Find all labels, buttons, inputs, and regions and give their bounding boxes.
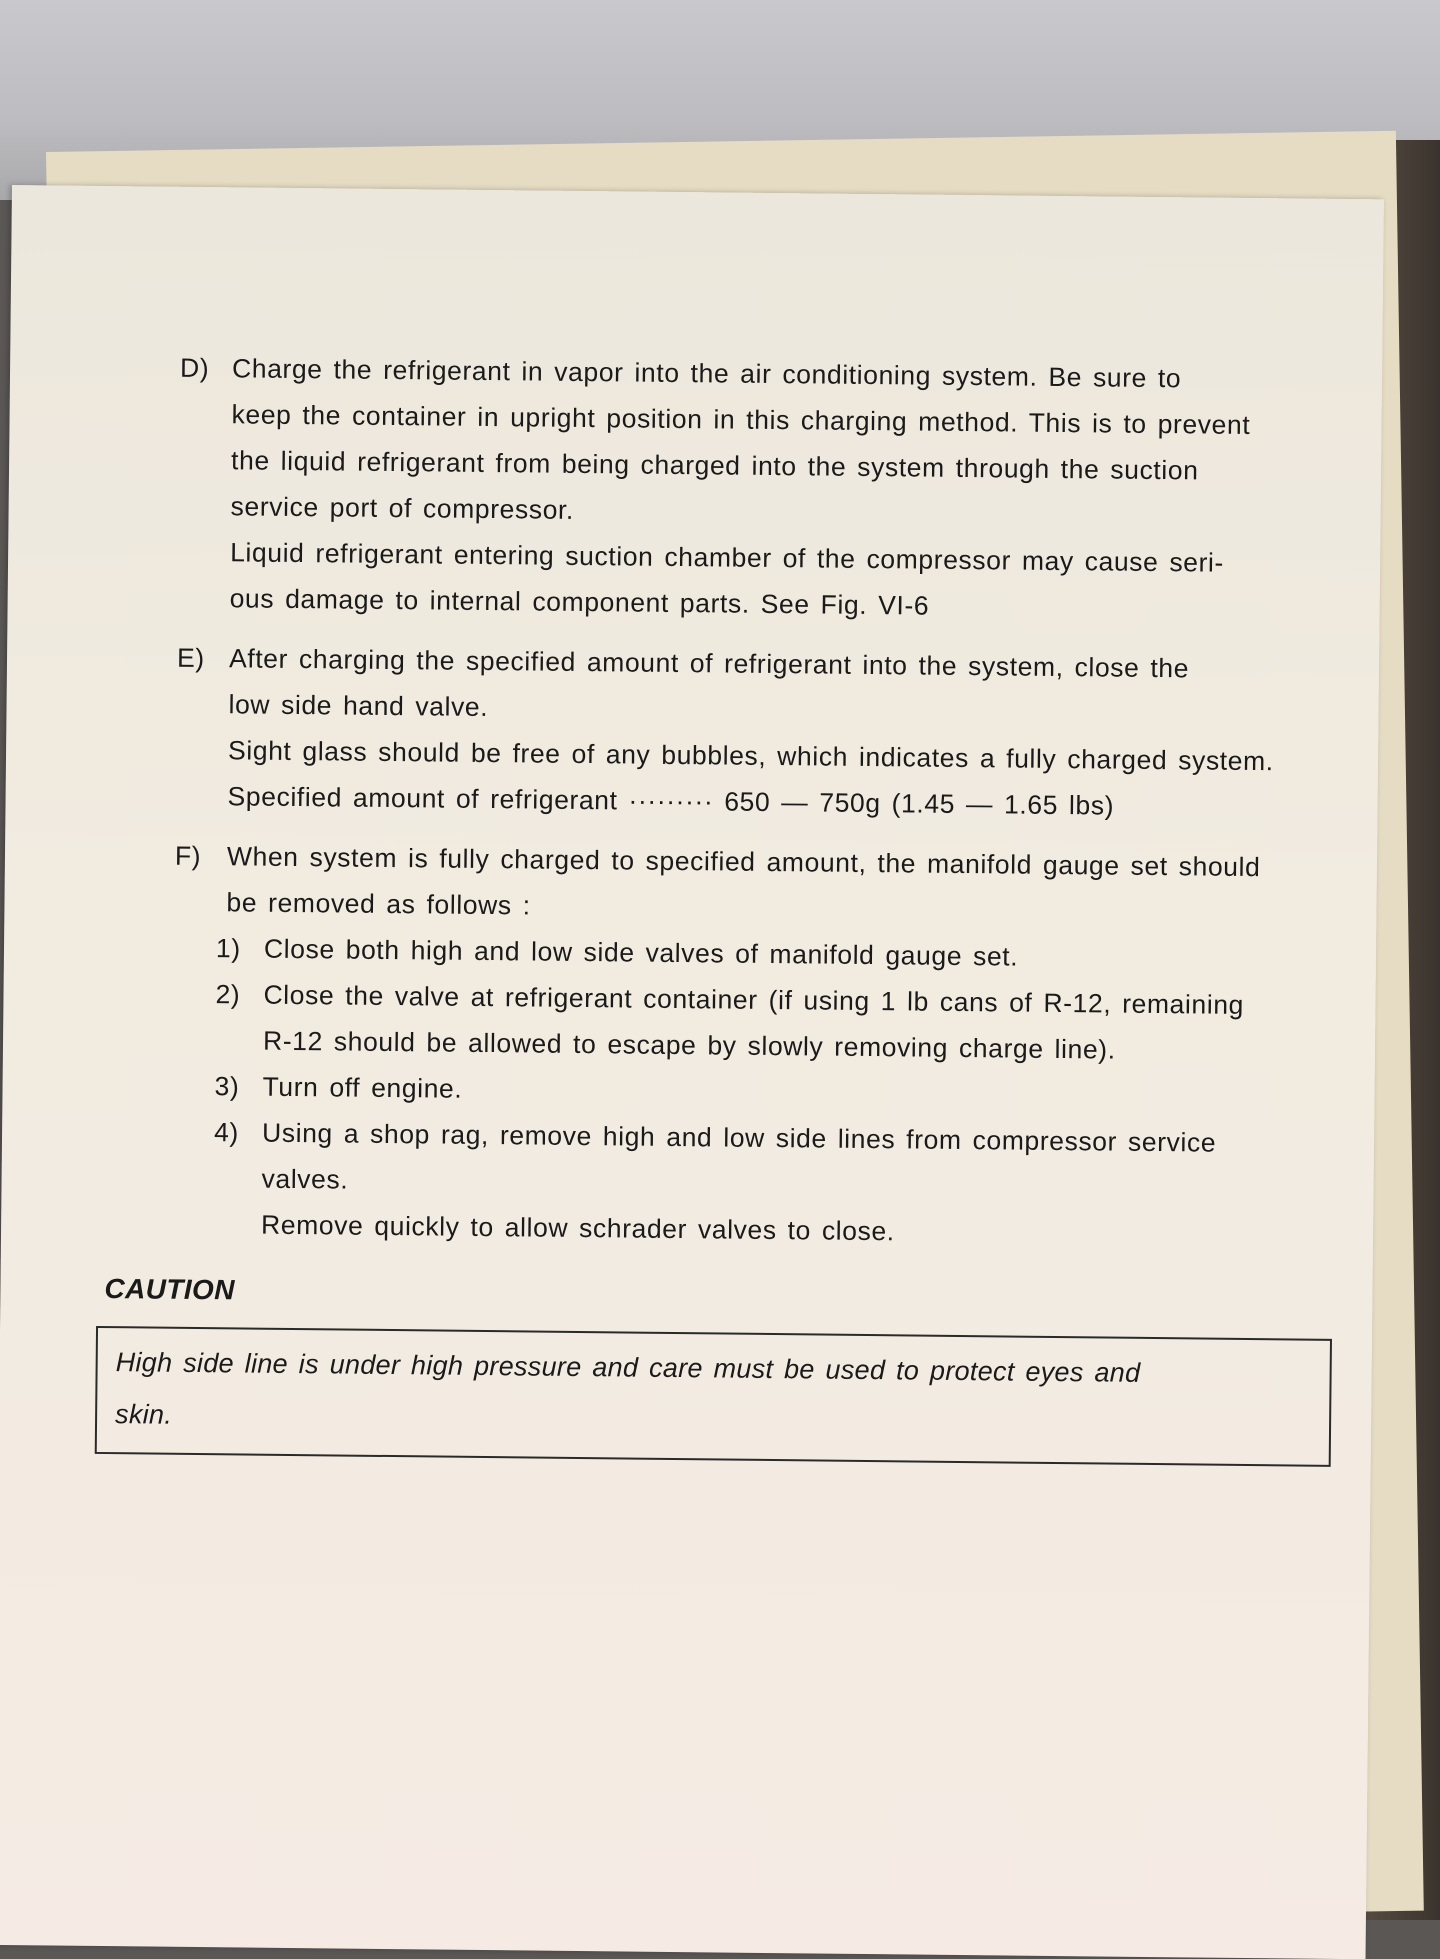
section-f-letter: F) — [174, 840, 202, 872]
caution-box — [95, 1326, 1332, 1467]
section-d-line-3: the liquid refrigerant from being charged into the system through the suction — [230, 445, 1199, 486]
step-2-text: Close the valve at refrigerant container (if using 1 lb cans of R-12, remaining — [263, 979, 1245, 1020]
step-4-text: Using a shop rag, remove high and low side lines from compressor service — [261, 1117, 1217, 1158]
section-d — [177, 345, 1320, 633]
section-e-letter: E) — [176, 642, 205, 674]
document-page — [0, 185, 1384, 1959]
section-e-line-2: low side hand valve. — [228, 689, 489, 723]
section-d-line-2: keep the container in upright position in this charging method. This is to prevent — [231, 399, 1251, 440]
step-4-number: 4) — [213, 1117, 240, 1148]
section-f-line-1: When system is fully charged to specified amount, the manifold gauge set should — [226, 841, 1261, 883]
section-d-line-4: service port of compressor. — [230, 491, 575, 525]
section-d-line-5: Liquid refrigerant entering suction chamber of the compressor may cause seri- — [230, 537, 1225, 578]
step-4-text-cont: valves. — [261, 1163, 349, 1195]
step-2-number: 2) — [215, 979, 241, 1010]
section-d-letter: D) — [179, 352, 210, 384]
step-4-text-note: Remove quickly to allow schrader valves to close. — [260, 1209, 895, 1247]
step-2-text-cont: R-12 should be allowed to escape by slowly removing charge line). — [262, 1025, 1116, 1065]
caution-line-1: High side line is under high pressure and care must be used to protect eyes and — [115, 1347, 1141, 1388]
step-1-text: Close both high and low side valves of manifold gauge set. — [263, 933, 1019, 972]
section-f — [171, 833, 1315, 1259]
section-f-line-2: be removed as follows : — [226, 887, 531, 921]
step-3-number: 3) — [214, 1071, 240, 1102]
caution-heading: CAUTION — [104, 1273, 235, 1306]
section-d-line-6: ous damage to internal component parts. See Fig. VI-6 — [229, 583, 930, 621]
step-1-number: 1) — [215, 933, 241, 964]
caution-line-2: skin. — [114, 1399, 173, 1430]
section-d-line-1: Charge the refrigerant in vapor into the air conditioning system. Be sure to — [231, 353, 1182, 394]
section-e-line-3: Sight glass should be free of any bubbles, which indicates a fully charged system. — [227, 735, 1274, 777]
page-content — [104, 345, 1321, 1467]
section-e — [175, 635, 1317, 831]
section-e-line-1: After charging the specified amount of refrigerant into the system, close the — [228, 643, 1190, 684]
section-e-line-4: Specified amount of refrigerant ········· 650 — 750g (1.45 — 1.65 lbs) — [227, 781, 1115, 821]
step-3-text: Turn off engine. — [262, 1071, 463, 1104]
